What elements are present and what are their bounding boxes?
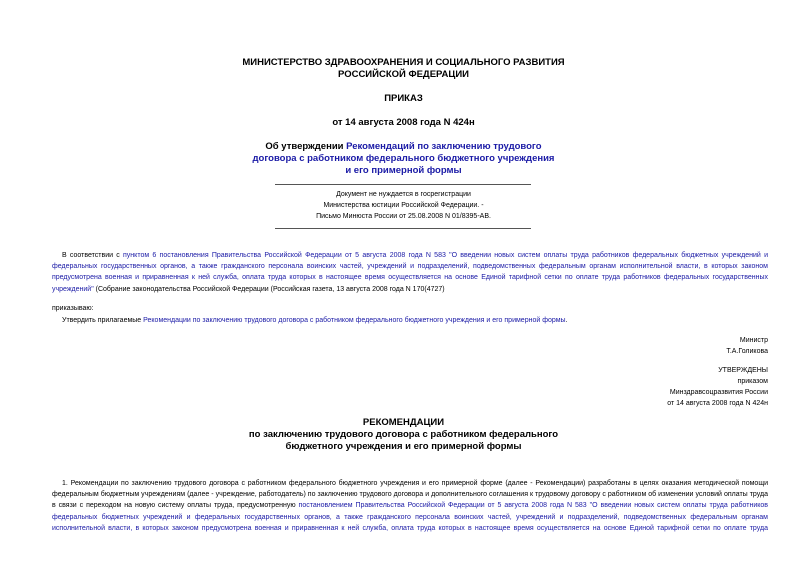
ministry-name-line2: РОССИЙСКОЙ ФЕДЕРАЦИИ [337, 69, 469, 80]
divider-top [275, 184, 531, 185]
approve-prefix: Утвердить прилагаемые [62, 317, 144, 324]
order-date: от 14 августа 2008 года N 424н [332, 117, 475, 128]
preamble-link[interactable]: пунктом 6 постановления Правительства Российской Федерации от 5 августа 2008 года N 583 "О введении новых систем оплаты труда работников федеральных бюджетных учреждений и федеральных государственных органов, а также гражданского персонала воинских частей, учреждений и подразделений, подведомственных федеральным органам исполнительной власти, в которых законом предусмотрена военная и приравненная к ней служба, оплата труда которых в настоящее время осуществляется на основе Единой тарифной сетки по оплате труда работников федеральных государственных учреждений" [52, 252, 768, 293]
registration-note-line2: Министерства юстиции Российской Федерации. - [323, 202, 484, 209]
registration-note-line3: Письмо Минюста России от 25.08.2008 N 01/8395-АВ. [316, 213, 491, 220]
approve-suffix: . [565, 317, 568, 324]
signature-position: Министр [739, 337, 768, 344]
approved-line1: УТВЕРЖДЕНЫ [718, 367, 768, 374]
preamble-text-2: (Собрание законодательства Российской Федерации (Российская газета, 13 августа 2008 года N 170(4727) [93, 285, 445, 293]
approved-line2: приказом [737, 378, 768, 385]
registration-note-line1: Документ не нуждается в госрегистрации [336, 191, 471, 198]
approve-link[interactable]: Рекомендации по заключению трудового договора с работником федерального бюджетного учреждения и его примерной формы [143, 317, 566, 324]
recommendations-subtitle-line2: бюджетного учреждения и его примерной формы [285, 441, 522, 452]
approved-line3: Минздравсоцразвития России [669, 389, 768, 396]
ministry-name-line1: МИНИСТЕРСТВО ЗДРАВООХРАНЕНИЯ И СОЦИАЛЬНОГО РАЗВИТИЯ [242, 57, 565, 68]
recommendations-subtitle-line1: по заключению трудового договора с работником федерального [248, 429, 559, 440]
subject-link-line2[interactable]: договора с работником федерального бюджетного учреждения [252, 153, 555, 164]
preamble-text-1: В соответствии с [62, 252, 124, 259]
prikazyvayu-text: приказываю: [52, 305, 94, 312]
subject-prefix: Об утверждении [265, 141, 347, 152]
item1-text: 1. Рекомендации по заключению трудового договора с работником федерального бюджетного учреждения и его примерной форме (далее - Рекомендации) разработаны в целях оказания методической помощи федеральным бюджетным учреждениям (далее - учреждение, работодатель) по заключению трудового договора и дополнительного соглашения к трудовому договору с работником об изменении условий оплаты труда в связи с переходом на новую систему оплаты труда, предусмотренную [52, 480, 768, 510]
signature-name: Т.А.Голикова [726, 348, 768, 355]
subject-line1 [0, 141, 807, 153]
approve-paragraph [52, 315, 768, 326]
subject-link-line3[interactable]: и его примерной формы [345, 165, 462, 176]
divider-bottom [275, 228, 531, 229]
preamble-paragraph [52, 250, 768, 295]
subject-link-line1[interactable]: Рекомендаций по заключению трудового [346, 141, 542, 152]
recommendations-title: РЕКОМЕНДАЦИИ [362, 417, 445, 428]
approved-line4: от 14 августа 2008 года N 424н [667, 400, 768, 407]
item1-paragraph [52, 478, 768, 534]
item1-link[interactable]: постановлением Правительства Российской Федерации от 5 августа 2008 года N 583 "О введении новых систем оплаты труда работников федеральных бюджетных учреждений и федеральных государственных органов, а также гражданского персонала воинских частей, учреждений и подразделений, подведомственных федеральным органам исполнительной власти, в которых законом предусмотрена военная и приравненная к ней служба, оплата труда которых в настоящее время осуществляется на основе Единой тарифной сетки по оплате труда [52, 502, 768, 532]
order-word: ПРИКАЗ [384, 93, 423, 104]
